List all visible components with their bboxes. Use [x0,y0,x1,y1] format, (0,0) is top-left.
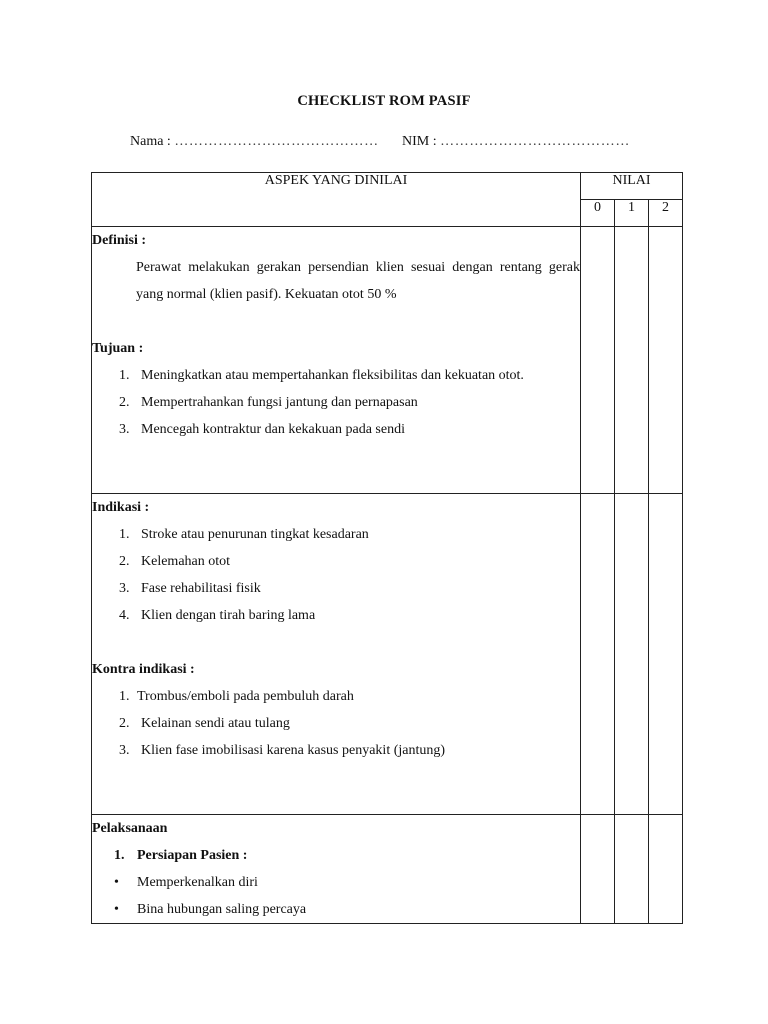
aspect-row-definisi [92,227,683,494]
list-item: 2. Kelainan sendi atau tulang [119,716,290,731]
nim-line [402,134,630,150]
definisi-text: Perawat melakukan gerakan persendian klien sesuai dengan rentang gerak yang normal (klien pasif). Kekuatan otot 50 % [136,260,580,302]
list-item: 2. Mempertrahankan fungsi jantung dan pernapasan [119,395,418,410]
nama-line [130,134,379,150]
pelaksanaan-cell [92,815,581,924]
score-2-header: 2 [649,200,683,227]
list-item: 3. Klien fase imobilisasi karena kasus penyakit (jantung) [119,743,446,758]
document-title: CHECKLIST ROM PASIF [297,93,471,109]
persiapan-pasien-heading: 1. Persiapan Pasien : [114,848,248,863]
list-item: 3. Fase rehabilitasi fisik [119,581,261,596]
list-item: 1. Trombus/emboli pada pembuluh darah [119,689,354,704]
score-0-cell[interactable] [581,494,615,815]
pelaksanaan-label: Pelaksanaan [92,821,168,836]
bullet-icon: • [114,875,119,890]
tujuan-label: Tujuan : [92,341,144,356]
score-1-cell[interactable] [615,227,649,494]
list-item: 1. Stroke atau penurunan tingkat kesadaran [119,527,369,542]
list-item: 1. Meningkatkan atau mempertahankan fleksibilitas dan kekuatan otot. [119,368,524,383]
checklist-table [91,172,683,924]
score-0-header: 0 [581,200,615,227]
list-item: 4. Klien dengan tirah baring lama [119,608,316,623]
definisi-cell [92,227,581,494]
nim-label: NIM : [402,134,437,149]
score-1-header: 1 [615,200,649,227]
definisi-label: Definisi : [92,233,147,248]
header-nilai: NILAI [581,173,683,200]
nama-fill-dots: …………………………………… [174,134,379,149]
header-aspek: ASPEK YANG DINILAI [92,173,581,227]
header-row [92,173,683,200]
nama-label: Nama : [130,134,171,149]
score-1-cell[interactable] [615,815,649,924]
kontra-indikasi-label: Kontra indikasi : [92,662,195,677]
tujuan-list [92,362,580,443]
nim-fill-dots: ………………………………… [440,134,630,149]
list-item: • Memperkenalkan diri [92,869,580,896]
list-item: • Bina hubungan saling percaya [92,896,580,923]
indikasi-label: Indikasi : [92,500,150,515]
bullet-icon: • [114,902,119,917]
list-item: 3. Mencegah kontraktur dan kekakuan pada sendi [119,422,405,437]
kontra-indikasi-list [92,683,580,764]
list-item: 2. Kelemahan otot [119,554,231,569]
indikasi-list [92,521,580,629]
score-2-cell[interactable] [649,227,683,494]
score-1-cell[interactable] [615,494,649,815]
aspect-row-pelaksanaan [92,815,683,924]
score-0-cell[interactable] [581,815,615,924]
indikasi-cell [92,494,581,815]
score-0-cell[interactable] [581,227,615,494]
aspect-row-indikasi [92,494,683,815]
score-2-cell[interactable] [649,815,683,924]
score-2-cell[interactable] [649,494,683,815]
